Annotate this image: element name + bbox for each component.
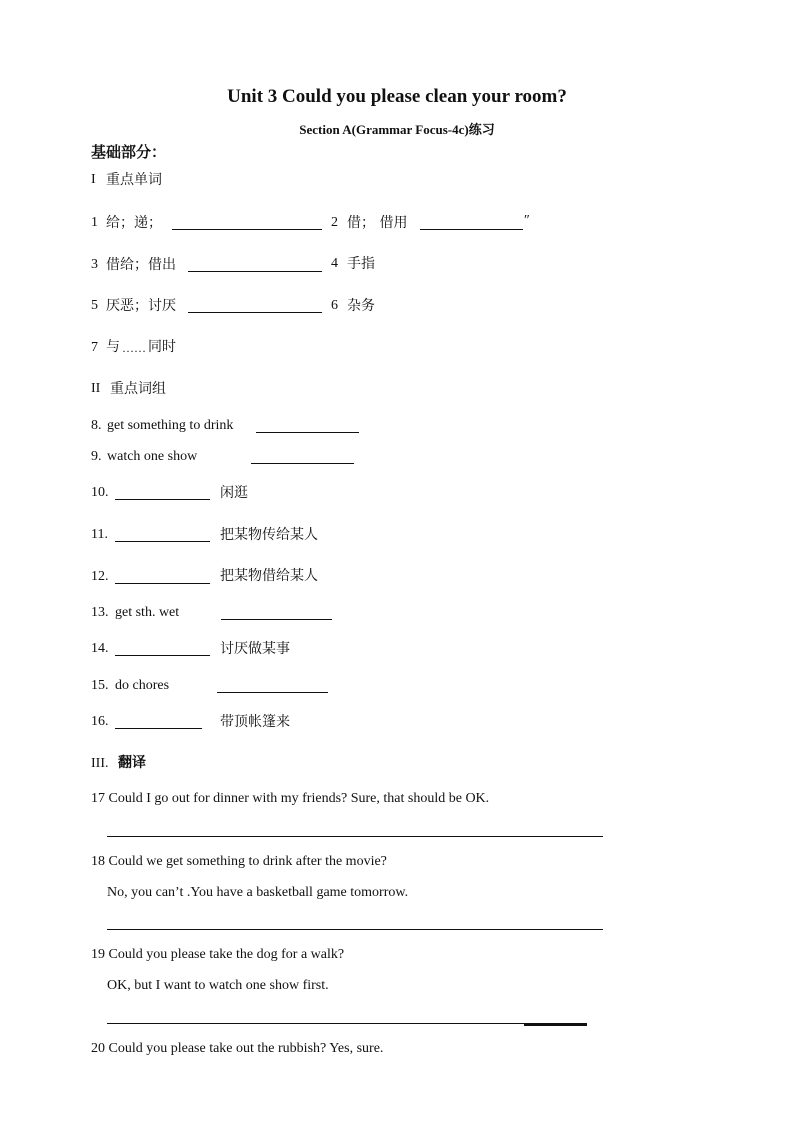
phrase-prompt: 闲逛 [220,485,248,501]
answer-blank[interactable] [420,229,523,230]
word-prompt: 借给；借出 [106,257,176,273]
word-prompt: 与 [106,339,120,355]
answer-blank[interactable] [256,432,359,433]
answer-line[interactable] [107,836,603,837]
section2-numeral: II [91,381,101,396]
answer-blank[interactable] [251,463,354,464]
item-number: 5 [91,298,98,313]
phrase-prompt: get sth. wet [115,605,180,620]
item-number: 8. [91,418,102,433]
answer-blank[interactable] [115,541,210,542]
section1-numeral: I [91,172,96,187]
page-title: Unit 3 Could you please clean your room? [227,86,567,107]
word-prompt: 杂务 [347,298,375,314]
word-prompt: 同时 [148,339,176,355]
section2-label: 重点词组 [110,381,166,397]
basics-header: 基础部分： [91,143,167,161]
word-prompt: 给；递； [106,215,162,231]
answer-blank[interactable] [115,499,210,500]
answer-line[interactable] [107,1023,587,1024]
translation-question: 20 Could you please take out the rubbish? Yes, sure. [91,1041,384,1056]
phrase-prompt: watch one show [107,449,198,464]
item-number: 7 [91,340,98,355]
answer-blank[interactable] [115,728,202,729]
answer-blank[interactable] [217,692,328,693]
item-number: 14. [91,641,109,656]
translation-question: 18 Could we get something to drink after the movie? [91,854,387,869]
answer-blank[interactable] [115,655,210,656]
answer-blank[interactable] [188,312,322,313]
word-prompt: 借； 借用 [347,215,408,231]
translation-answer: No, you can’t .You have a basketball game tomorrow. [107,885,409,900]
item-number: 16. [91,714,109,729]
translation-question: 19 Could you please take the dog for a walk? [91,947,345,962]
answer-blank[interactable] [188,271,322,272]
item-number: 3 [91,257,98,272]
phrase-prompt: do chores [115,678,170,693]
phrase-prompt: 把某物传给某人 [220,527,318,543]
answer-blank[interactable] [172,229,322,230]
section3-numeral: III. [91,756,109,771]
section3-label: 翻译 [118,755,146,771]
phrase-prompt: 讨厌做某事 [220,641,290,657]
answer-line-end [524,1024,587,1026]
item-number: 9. [91,449,102,464]
item-number: 12. [91,569,109,584]
phrase-prompt: get something to drink [107,418,234,433]
translation-answer: OK, but I want to watch one show first. [107,978,329,993]
quote-mark: ″ [524,213,530,228]
item-number: 6 [331,298,338,313]
item-number: 1 [91,215,98,230]
answer-line[interactable] [107,929,603,930]
item-number: 4 [331,256,338,271]
answer-blank[interactable] [221,619,332,620]
word-prompt: 厌恶；讨厌 [106,298,176,314]
word-prompt: 手指 [347,256,375,272]
section1-label: 重点单词 [106,172,162,188]
item-number: 15. [91,678,109,693]
ellipsis: …… [122,341,146,355]
translation-question: 17 Could I go out for dinner with my friends? Sure, that should be OK. [91,791,490,806]
answer-blank[interactable] [115,583,210,584]
phrase-prompt: 带顶帐篷来 [220,714,290,730]
item-number: 10. [91,485,109,500]
item-number: 11. [91,527,108,542]
item-number: 13. [91,605,109,620]
item-number: 2 [331,215,338,230]
page-subtitle: Section A(Grammar Focus-4c)练习 [299,122,495,137]
phrase-prompt: 把某物借给某人 [220,568,318,584]
